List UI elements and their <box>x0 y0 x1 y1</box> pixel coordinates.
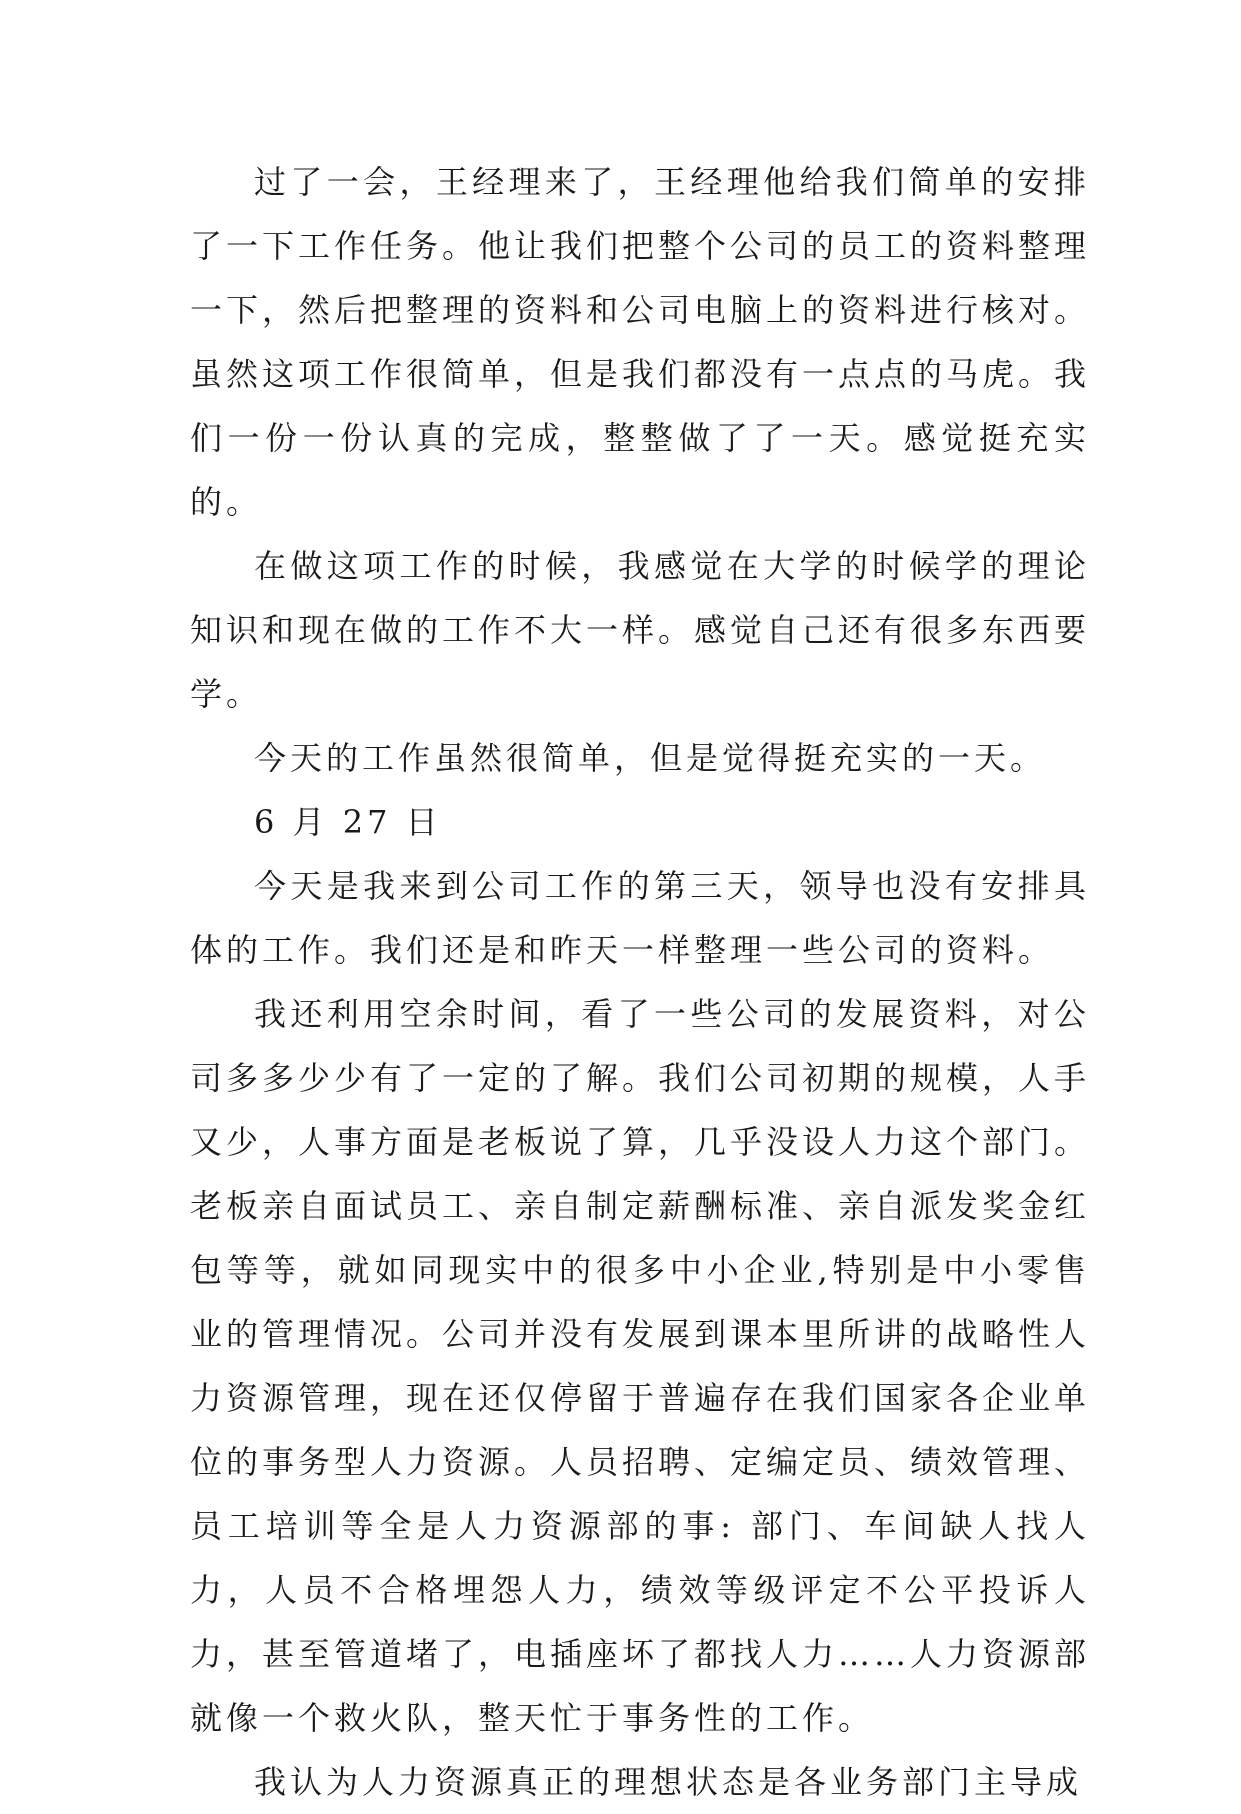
paragraph-summary: 今天的工作虽然很简单，但是觉得挺充实的一天。 <box>254 739 1047 777</box>
paragraph-reflection: 在做这项工作的时候，我感觉在大学的时候学的理论知识和现在做的工作不大一样。感觉自己还有很多东西要学。 <box>190 547 1091 713</box>
diary-date: 6 月 27 日 <box>254 803 442 841</box>
paragraph-company-hr: 我还利用空余时间，看了一些公司的发展资料，对公司多多少少有了一定的了解。我们公司初期的规模，人手又少，人事方面是老板说了算，几乎没设人力这个部门。老板亲自面试员工、亲自制定薪酬标准、亲自派发奖金红包等等，就如同现实中的很多中小企业,特别是中小零售业的管理情况。公司并没有发展到课本里所讲的战略性人力资源管理，现在还仅停留于普遍存在我们国家各企业单位的事务型人力资源。人员招聘、定编定员、绩效管理、员工培训等全是人力资源部的事: 部门、车间缺人找人力，人员不合格埋怨人力，绩效等级评定不公平投诉人力，甚至管道堵了，电插座坏了都找人力……人力资源部就像一个救火队，整天忙于事务性的工作。 <box>190 995 1091 1737</box>
document-page <box>190 150 1090 1814</box>
paragraph-task-assignment: 过了一会，王经理来了，王经理他给我们简单的安排了一下工作任务。他让我们把整个公司的员工的资料整理一下，然后把整理的资料和公司电脑上的资料进行核对。虽然这项工作很简单，但是我们都没有一点点的马虎。我们一份一份认真的完成，整整做了了一天。感觉挺充实的。 <box>190 163 1091 521</box>
paragraph-third-day: 今天是我来到公司工作的第三天，领导也没有安排具体的工作。我们还是和昨天一样整理一些公司的资料。 <box>190 867 1090 969</box>
paragraph-hr-ideal: 我认为人力资源真正的理想状态是各业务部门主导成 <box>254 1763 1083 1801</box>
